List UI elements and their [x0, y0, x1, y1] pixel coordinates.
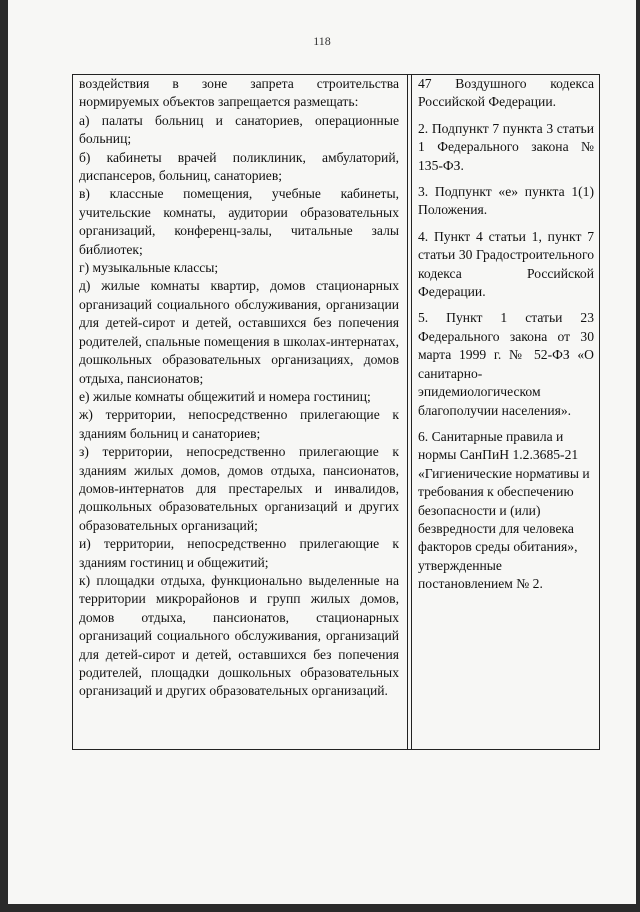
reference-item: 4. Пункт 4 статьи 1, пункт 7 статьи 30 Градостроительного кодекса Российской Федерации. [418, 228, 594, 300]
page-number: 118 [313, 34, 331, 48]
left-paragraph: з) территории, непосредственно прилегающие к зданиям жилых домов, домов отдыха, пансионатов, домов-интернатов для престарелых и инвалидов, дошкольных образовательных организаций и других образовательных организаций; [79, 444, 399, 533]
left-paragraph: а) палаты больниц и санаториев, операционные больниц; [79, 112, 399, 147]
reference-tail-line: постановлением № 2. [418, 576, 543, 592]
reference-tail-line: утвержденные [418, 557, 502, 573]
content-table [72, 74, 600, 750]
left-paragraph: в) классные помещения, учебные кабинеты, учительские комнаты, аудитории образовательных организаций, конференц-залы, читальные залы библиотек; [79, 186, 399, 257]
reference-item: 3. Подпункт «е» пункта 1(1) Положения. [418, 184, 594, 218]
reference-item: 6. Санитарные правила и нормы СанПиН 1.2.3685-21 «Гигиенические нормативы и требования к обеспечению безопасности и (или) безвредности для человека факторов среды обитания», [418, 428, 590, 555]
left-paragraph: б) кабинеты врачей поликлиник, амбулаторий, диспансеров, больниц, санаториев; [79, 149, 399, 184]
reference-item: 5. Пункт 1 статьи 23 Федерального закона от 30 марта 1999 г. № 52-ФЗ «О санитарно-эпидемиологическом благополучии населения». [418, 310, 594, 418]
left-paragraph: д) жилые комнаты квартир, домов стационарных организаций социального обслуживания, организации для детей-сирот и детей, оставшихся без попечения родителей, спальные помещения в школах-интернатах, дошкольных образовательных организациях, домов отдыха, пансионатов; [79, 278, 399, 386]
left-column [79, 75, 399, 701]
left-paragraph: к) площадки отдыха, функционально выделенные на территории микрорайонов и групп жилых домов, домов отдыха, пансионатов, стационарных организаций социального обслуживания, организаций для детей-сирот и детей, оставшихся без попечения родителей, площадки дошкольных образовательных организаций и других образовательных организаций. [79, 572, 399, 699]
column-divider [407, 75, 412, 749]
left-paragraph: е) жилые комнаты общежитий и номера гостиниц; [79, 388, 371, 404]
left-paragraph: и) территории, непосредственно прилегающие к зданиям гостиниц и общежитий; [79, 536, 399, 570]
reference-item: 47 Воздушного кодекса Российской Федерации. [418, 76, 594, 110]
left-paragraph: ж) территории, непосредственно прилегающие к зданиям больниц и санаториев; [79, 407, 399, 441]
left-paragraph: воздействия в зоне запрета строительства нормируемых объектов запрещается размещать: [79, 76, 399, 110]
right-column [418, 75, 594, 594]
reference-item: 2. Подпункт 7 пункта 3 статьи 1 Федерального закона № 135-ФЗ. [418, 120, 594, 173]
document-page [8, 0, 636, 904]
left-paragraph: г) музыкальные классы; [79, 260, 219, 276]
